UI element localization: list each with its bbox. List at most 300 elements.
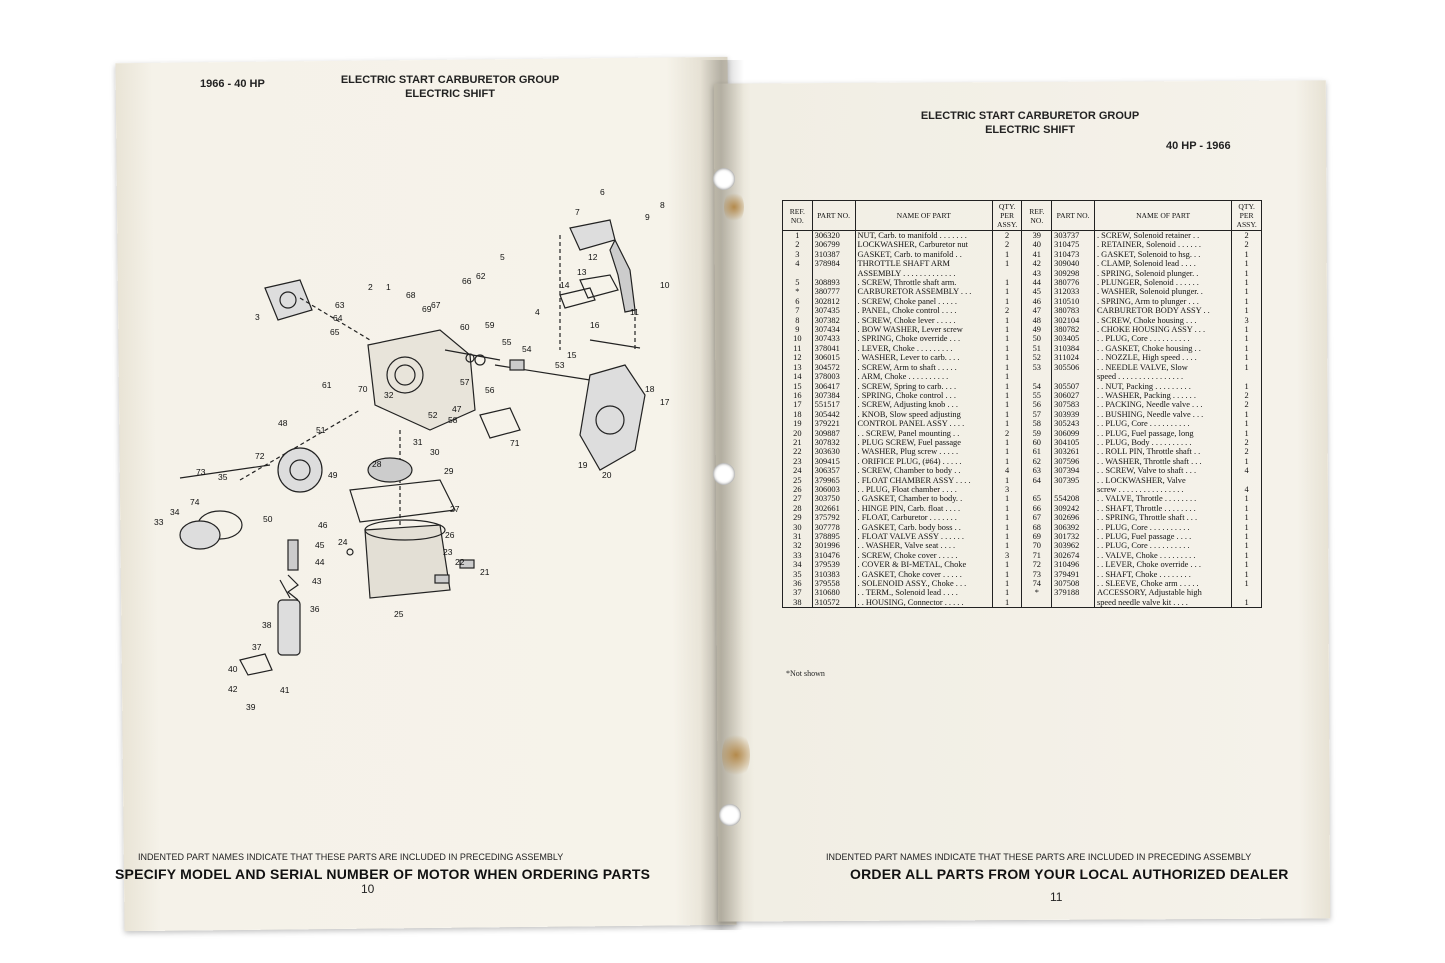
table-cell: 70: [1022, 541, 1052, 550]
table-cell: 310476: [812, 551, 855, 560]
table-row: [783, 316, 1262, 325]
table-cell: CONTROL PANEL ASSY . . . .: [855, 419, 992, 428]
callout-36: 36: [310, 604, 320, 614]
table-row: [783, 344, 1262, 353]
table-cell: speed . . . . . . . . . . . . . . . .: [1094, 372, 1231, 381]
table-cell: 1: [1232, 494, 1262, 503]
table-cell: CARBURETOR ASSEMBLY . . .: [855, 287, 992, 296]
table-row: [783, 306, 1262, 315]
table-cell: [783, 269, 813, 278]
table-cell: 309242: [1052, 504, 1095, 513]
table-cell: 1: [992, 297, 1022, 306]
table-cell: 1: [992, 504, 1022, 513]
table-cell: 67: [1022, 513, 1052, 522]
table-cell: 379188: [1052, 588, 1095, 597]
callout-2: 2: [368, 282, 373, 292]
right-footer-note: INDENTED PART NAMES INDICATE THAT THESE PARTS ARE INCLUDED IN PRECEDING ASSEMBLY: [826, 852, 1252, 862]
header-qty-per-assy-2: QTY. PER ASSY.: [1232, 201, 1262, 231]
table-cell: 55: [1022, 391, 1052, 400]
table-cell: 1: [1232, 541, 1262, 550]
table-cell: 307433: [812, 334, 855, 343]
table-cell: 1: [992, 579, 1022, 588]
callout-9: 9: [645, 212, 650, 222]
table-row: [783, 419, 1262, 428]
table-cell: 306015: [812, 353, 855, 362]
table-cell: GASKET, Carb. to manifold . .: [855, 250, 992, 259]
table-cell: 378003: [812, 372, 855, 381]
callout-73: 73: [196, 467, 206, 477]
left-title-line2: ELECTRIC SHIFT: [405, 88, 495, 100]
table-cell: . . VALVE, Throttle . . . . . . . .: [1094, 494, 1231, 503]
table-cell: 304572: [812, 363, 855, 372]
table-cell: 307596: [1052, 457, 1095, 466]
callout-33: 33: [154, 517, 164, 527]
callout-69: 69: [422, 304, 432, 314]
table-cell: 306320: [812, 231, 855, 241]
table-row: [783, 391, 1262, 400]
table-cell: 65: [1022, 494, 1052, 503]
table-cell: . RETAINER, Solenoid . . . . . .: [1094, 240, 1231, 249]
table-cell: 57: [1022, 410, 1052, 419]
callout-58: 58: [448, 415, 458, 425]
table-cell: 10: [783, 334, 813, 343]
table-cell: . CLAMP, Solenoid lead . . . .: [1094, 259, 1231, 268]
table-row: [783, 438, 1262, 447]
table-cell: 56: [1022, 400, 1052, 409]
table-cell: 1: [992, 457, 1022, 466]
table-cell: 1: [1232, 419, 1262, 428]
table-cell: 303750: [812, 494, 855, 503]
table-cell: 1: [1232, 334, 1262, 343]
table-cell: CARBURETOR BODY ASSY . .: [1094, 306, 1231, 315]
table-cell: 71: [1022, 551, 1052, 560]
table-cell: 1: [1232, 353, 1262, 362]
callout-28: 28: [372, 459, 382, 469]
callout-16: 16: [590, 320, 600, 330]
table-cell: 53: [1022, 363, 1052, 372]
table-cell: . . SLEEVE, Choke arm . . . . .: [1094, 579, 1231, 588]
table-cell: 15: [783, 382, 813, 391]
table-cell: 310384: [1052, 344, 1095, 353]
table-row: [783, 278, 1262, 287]
table-cell: 302104: [1052, 316, 1095, 325]
table-cell: 1: [1232, 410, 1262, 419]
callout-14: 14: [560, 280, 570, 290]
table-cell: . SCREW, Choke housing . . .: [1094, 316, 1231, 325]
table-cell: 303737: [1052, 231, 1095, 241]
table-cell: ASSEMBLY . . . . . . . . . . . . .: [855, 269, 992, 278]
table-row: [783, 598, 1262, 608]
table-cell: 2: [1232, 438, 1262, 447]
table-row: [783, 231, 1262, 241]
table-cell: 1: [1232, 287, 1262, 296]
table-cell: 26: [783, 485, 813, 494]
header-part-no: PART NO.: [812, 201, 855, 231]
table-cell: 306027: [1052, 391, 1095, 400]
table-row: [783, 382, 1262, 391]
table-cell: 306003: [812, 485, 855, 494]
table-cell: 74: [1022, 579, 1052, 588]
callout-48: 48: [278, 418, 288, 428]
table-cell: 379491: [1052, 570, 1095, 579]
table-cell: . SCREW, Arm to shaft . . . . .: [855, 363, 992, 372]
table-cell: 306392: [1052, 523, 1095, 532]
table-cell: 1: [992, 363, 1022, 372]
table-cell: 1: [1232, 278, 1262, 287]
table-cell: 1: [1232, 570, 1262, 579]
table-row: [783, 494, 1262, 503]
table-cell: [1232, 588, 1262, 597]
table-cell: 1: [992, 494, 1022, 503]
callout-68: 68: [406, 290, 416, 300]
table-row: [783, 513, 1262, 522]
table-cell: 302696: [1052, 513, 1095, 522]
table-cell: 309298: [1052, 269, 1095, 278]
table-cell: [1022, 485, 1052, 494]
table-cell: 33: [783, 551, 813, 560]
table-cell: 7: [783, 306, 813, 315]
table-cell: 302661: [812, 504, 855, 513]
callout-60: 60: [460, 322, 470, 332]
callout-26: 26: [445, 530, 455, 540]
table-cell: . SOLENOID ASSY., Choke . . .: [855, 579, 992, 588]
table-cell: 301996: [812, 541, 855, 550]
table-cell: 310496: [1052, 560, 1095, 569]
table-cell: 1: [1232, 344, 1262, 353]
callout-3: 3: [255, 312, 260, 322]
header-ref-no: REF. NO.: [783, 201, 813, 231]
parts-table-body: [783, 231, 1262, 608]
table-cell: 4: [1232, 466, 1262, 475]
table-cell: . . PLUG, Core . . . . . . . . . .: [1094, 419, 1231, 428]
table-cell: 69: [1022, 532, 1052, 541]
left-footer-note: INDENTED PART NAMES INDICATE THAT THESE PARTS ARE INCLUDED IN PRECEDING ASSEMBLY: [138, 852, 564, 862]
table-cell: 378895: [812, 532, 855, 541]
table-cell: . WASHER, Solenoid plunger. .: [1094, 287, 1231, 296]
table-cell: . PLUNGER, Solenoid . . . . . .: [1094, 278, 1231, 287]
table-cell: 1: [992, 541, 1022, 550]
table-cell: [1022, 372, 1052, 381]
table-cell: 36: [783, 579, 813, 588]
table-cell: 1: [992, 325, 1022, 334]
table-cell: 18: [783, 410, 813, 419]
right-title-line1: ELECTRIC START CARBURETOR GROUP: [920, 110, 1140, 122]
table-cell: 311024: [1052, 353, 1095, 362]
table-cell: 1: [992, 353, 1022, 362]
carburetor-exploded-diagram: [140, 180, 700, 740]
diagram-linework: [180, 220, 645, 675]
table-row: [783, 532, 1262, 541]
callout-25: 25: [394, 609, 404, 619]
table-cell: 305506: [1052, 363, 1095, 372]
table-cell: . . SHAFT, Throttle . . . . . . . .: [1094, 504, 1231, 513]
right-title-line2: ELECTRIC SHIFT: [985, 124, 1075, 136]
table-cell: 2: [992, 240, 1022, 249]
callout-6: 6: [600, 187, 605, 197]
table-cell: . . PLUG, Body . . . . . . . . . .: [1094, 438, 1231, 447]
table-row: [783, 297, 1262, 306]
table-cell: 1: [992, 523, 1022, 532]
table-cell: 35: [783, 570, 813, 579]
table-cell: 39: [1022, 231, 1052, 241]
table-cell: . CHOKE HOUSING ASSY . . .: [1094, 325, 1231, 334]
table-cell: 303962: [1052, 541, 1095, 550]
table-row: [783, 551, 1262, 560]
table-cell: 1: [1232, 269, 1262, 278]
table-cell: 1: [1232, 429, 1262, 438]
table-cell: 303939: [1052, 410, 1095, 419]
table-cell: [1052, 485, 1095, 494]
table-cell: . . PLUG, Core . . . . . . . . . .: [1094, 523, 1231, 532]
table-cell: 8: [783, 316, 813, 325]
table-cell: 52: [1022, 353, 1052, 362]
table-cell: 14: [783, 372, 813, 381]
table-cell: 1: [992, 391, 1022, 400]
callout-46: 46: [318, 520, 328, 530]
callout-54: 54: [522, 344, 532, 354]
callout-55: 55: [502, 337, 512, 347]
callout-61: 61: [322, 380, 332, 390]
table-cell: 41: [1022, 250, 1052, 259]
table-cell: 310680: [812, 588, 855, 597]
table-row: [783, 560, 1262, 569]
table-cell: . . TERM., Solenoid lead . . . .: [855, 588, 992, 597]
table-cell: . PANEL, Choke control . . . .: [855, 306, 992, 315]
table-cell: . . NOZZLE, High speed . . . .: [1094, 353, 1231, 362]
table-cell: . GASKET, Choke cover . . . . .: [855, 570, 992, 579]
callout-4: 4: [535, 307, 540, 317]
table-cell: 1: [783, 231, 813, 241]
callout-10: 10: [660, 280, 670, 290]
table-cell: 303261: [1052, 447, 1095, 456]
table-cell: 32: [783, 541, 813, 550]
table-cell: 307384: [812, 391, 855, 400]
table-cell: . . SPRING, Throttle shaft . . .: [1094, 513, 1231, 522]
table-cell: . KNOB, Slow speed adjusting: [855, 410, 992, 419]
table-cell: 379558: [812, 579, 855, 588]
table-cell: . HINGE PIN, Carb. float . . . .: [855, 504, 992, 513]
callout-74: 74: [190, 497, 200, 507]
table-cell: 307583: [1052, 400, 1095, 409]
table-cell: THROTTLE SHAFT ARM: [855, 259, 992, 268]
table-cell: . SPRING, Choke override . . .: [855, 334, 992, 343]
table-cell: 1: [992, 419, 1022, 428]
table-cell: . . WASHER, Packing . . . . . .: [1094, 391, 1231, 400]
table-cell: 375792: [812, 513, 855, 522]
table-row: [783, 447, 1262, 456]
table-cell: . LEVER, Choke . . . . . . . . .: [855, 344, 992, 353]
table-cell: 2: [1232, 231, 1262, 241]
binder-hole-top: [713, 168, 735, 190]
table-cell: . FLOAT VALVE ASSY . . . . . .: [855, 532, 992, 541]
table-cell: . FLOAT CHAMBER ASSY . . . .: [855, 476, 992, 485]
table-cell: 378041: [812, 344, 855, 353]
table-cell: 379221: [812, 419, 855, 428]
table-cell: . SCREW, Chamber to body . .: [855, 466, 992, 475]
left-footer-instruction: SPECIFY MODEL AND SERIAL NUMBER OF MOTOR WHEN ORDERING PARTS: [115, 866, 651, 882]
table-cell: 1: [1232, 513, 1262, 522]
callout-65: 65: [330, 327, 340, 337]
table-cell: 312033: [1052, 287, 1095, 296]
table-cell: . . PLUG, Fuel passage . . . .: [1094, 532, 1231, 541]
callout-63: 63: [335, 300, 345, 310]
table-cell: . . LEVER, Choke override . . .: [1094, 560, 1231, 569]
table-cell: 16: [783, 391, 813, 400]
table-cell: 29: [783, 513, 813, 522]
table-row: [783, 429, 1262, 438]
table-cell: 1: [992, 570, 1022, 579]
callout-62: 62: [476, 271, 486, 281]
table-cell: 54: [1022, 382, 1052, 391]
table-cell: 40: [1022, 240, 1052, 249]
callout-38: 38: [262, 620, 272, 630]
table-cell: . SPRING, Choke control . . .: [855, 391, 992, 400]
rust-stain: [722, 730, 750, 780]
table-cell: 1: [1232, 382, 1262, 391]
table-cell: 1: [992, 259, 1022, 268]
table-cell: 1: [1232, 259, 1262, 268]
callout-47: 47: [452, 404, 462, 414]
table-row: [783, 259, 1262, 268]
callout-56: 56: [485, 385, 495, 395]
table-cell: 19: [783, 419, 813, 428]
callout-19: 19: [578, 460, 588, 470]
callout-40: 40: [228, 664, 238, 674]
table-cell: . SCREW, Adjusting knob . . .: [855, 400, 992, 409]
right-footer-instruction: ORDER ALL PARTS FROM YOUR LOCAL AUTHORIZED DEALER: [850, 866, 1289, 882]
callout-72: 72: [255, 451, 265, 461]
table-cell: 13: [783, 363, 813, 372]
table-cell: . . SCREW, Valve to shaft . . .: [1094, 466, 1231, 475]
table-cell: NUT, Carb. to manifold . . . . . . .: [855, 231, 992, 241]
table-cell: 1: [1232, 457, 1262, 466]
table-row: [783, 410, 1262, 419]
table-cell: . WASHER, Lever to carb. . . .: [855, 353, 992, 362]
callout-27: 27: [450, 504, 460, 514]
table-cell: 1: [992, 410, 1022, 419]
callout-7: 7: [575, 207, 580, 217]
table-cell: 4: [783, 259, 813, 268]
table-cell: 380777: [812, 287, 855, 296]
table-row: [783, 287, 1262, 296]
table-cell: 58: [1022, 419, 1052, 428]
table-cell: 310387: [812, 250, 855, 259]
table-cell: 2: [783, 240, 813, 249]
table-header-row: [783, 201, 1262, 231]
table-row: [783, 240, 1262, 249]
table-cell: 307508: [1052, 579, 1095, 588]
table-cell: . . PACKING, Needle valve . . .: [1094, 400, 1231, 409]
callout-45: 45: [315, 540, 325, 550]
table-cell: 17: [783, 400, 813, 409]
table-cell: 6: [783, 297, 813, 306]
callout-11: 11: [630, 307, 639, 317]
table-cell: 43: [1022, 269, 1052, 278]
callout-43: 43: [312, 576, 322, 586]
table-row: [783, 250, 1262, 259]
callout-53: 53: [555, 360, 565, 370]
callout-49: 49: [328, 470, 338, 480]
table-cell: . GASKET, Carb. body boss . .: [855, 523, 992, 532]
table-cell: 2: [1232, 447, 1262, 456]
table-cell: 3: [992, 485, 1022, 494]
table-cell: 1: [992, 316, 1022, 325]
table-cell: . . GASKET, Choke housing . .: [1094, 344, 1231, 353]
table-cell: 306357: [812, 466, 855, 475]
table-cell: ACCESSORY, Adjustable high: [1094, 588, 1231, 597]
table-cell: . . WASHER, Valve seat . . . .: [855, 541, 992, 550]
table-cell: 310510: [1052, 297, 1095, 306]
table-cell: 2: [992, 429, 1022, 438]
callout-67: 67: [431, 300, 441, 310]
callout-22: 22: [455, 557, 465, 567]
table-cell: *: [783, 287, 813, 296]
table-cell: 21: [783, 438, 813, 447]
callout-5: 5: [500, 252, 505, 262]
table-cell: . . VALVE, Choke . . . . . . . . .: [1094, 551, 1231, 560]
table-cell: 1: [1232, 297, 1262, 306]
table-row: [783, 269, 1262, 278]
table-cell: 2: [992, 231, 1022, 241]
table-cell: 1: [992, 334, 1022, 343]
table-cell: 1: [992, 287, 1022, 296]
table-cell: 34: [783, 560, 813, 569]
table-cell: 1: [1232, 579, 1262, 588]
table-cell: . FLOAT, Carburetor . . . . . . .: [855, 513, 992, 522]
table-cell: 1: [1232, 504, 1262, 513]
table-cell: [1052, 372, 1095, 381]
table-row: [783, 588, 1262, 597]
table-cell: 304105: [1052, 438, 1095, 447]
table-cell: 1: [992, 438, 1022, 447]
table-cell: . . NUT, Packing . . . . . . . . .: [1094, 382, 1231, 391]
table-row: [783, 523, 1262, 532]
table-cell: 1: [1232, 560, 1262, 569]
table-cell: 1: [992, 588, 1022, 597]
table-cell: 30: [783, 523, 813, 532]
table-row: [783, 372, 1262, 381]
table-cell: 24: [783, 466, 813, 475]
table-cell: . . PLUG, Float chamber . . . .: [855, 485, 992, 494]
table-cell: 306099: [1052, 429, 1095, 438]
table-cell: 2: [1232, 240, 1262, 249]
table-cell: 45: [1022, 287, 1052, 296]
table-row: [783, 485, 1262, 494]
table-cell: 68: [1022, 523, 1052, 532]
table-cell: 20: [783, 429, 813, 438]
table-cell: 11: [783, 344, 813, 353]
table-cell: . SPRING, Arm to plunger . . .: [1094, 297, 1231, 306]
table-cell: 31: [783, 532, 813, 541]
callout-35: 35: [218, 472, 228, 482]
not-shown-footnote: *Not shown: [786, 669, 825, 678]
table-cell: 1: [1232, 523, 1262, 532]
table-cell: 1: [992, 476, 1022, 485]
table-cell: 380776: [1052, 278, 1095, 287]
table-cell: 307394: [1052, 466, 1095, 475]
table-cell: 1: [1232, 551, 1262, 560]
table-cell: 28: [783, 504, 813, 513]
callout-66: 66: [462, 276, 472, 286]
callout-52: 52: [428, 410, 438, 420]
table-cell: 2: [1232, 400, 1262, 409]
callout-30: 30: [430, 447, 440, 457]
table-cell: . SPRING, Solenoid plunger. .: [1094, 269, 1231, 278]
table-cell: 1: [992, 598, 1022, 608]
table-cell: 44: [1022, 278, 1052, 287]
table-cell: 59: [1022, 429, 1052, 438]
table-cell: 380783: [1052, 306, 1095, 315]
